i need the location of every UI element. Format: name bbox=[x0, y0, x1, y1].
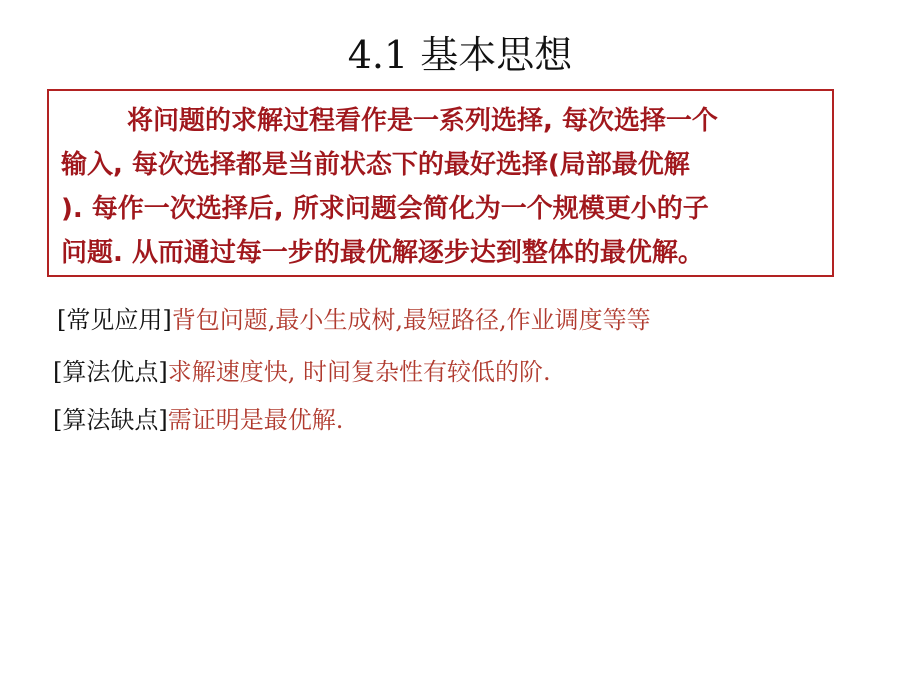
applications-row bbox=[57, 303, 651, 337]
definition-line-2: 输入, 每次选择都是当前状态下的最好选择(局部最优解 bbox=[61, 150, 690, 180]
definition-line-4: 问题. 从而通过每一步的最优解逐步达到整体的最优解。 bbox=[61, 238, 704, 268]
definition-line-3: ). 每作一次选择后, 所求问题会简化为一个规模更小的子 bbox=[61, 194, 709, 224]
definition-box bbox=[47, 89, 834, 277]
applications-label: [常见应用] bbox=[57, 306, 172, 334]
advantages-value: 求解速度快, 时间复杂性有较低的阶. bbox=[167, 358, 551, 386]
advantages-row bbox=[53, 355, 551, 389]
disadvantages-value: 需证明是最优解. bbox=[167, 406, 344, 434]
definition-line-1: 将问题的求解过程看作是一系列选择, 每次选择一个 bbox=[127, 106, 718, 136]
page-title: 4.1 基本思想 bbox=[347, 33, 573, 77]
applications-value: 背包问题,最小生成树,最短路径,作业调度等等 bbox=[171, 306, 651, 334]
disadvantages-row bbox=[53, 403, 343, 437]
advantages-label: [算法优点] bbox=[53, 358, 168, 386]
disadvantages-label: [算法缺点] bbox=[53, 406, 168, 434]
